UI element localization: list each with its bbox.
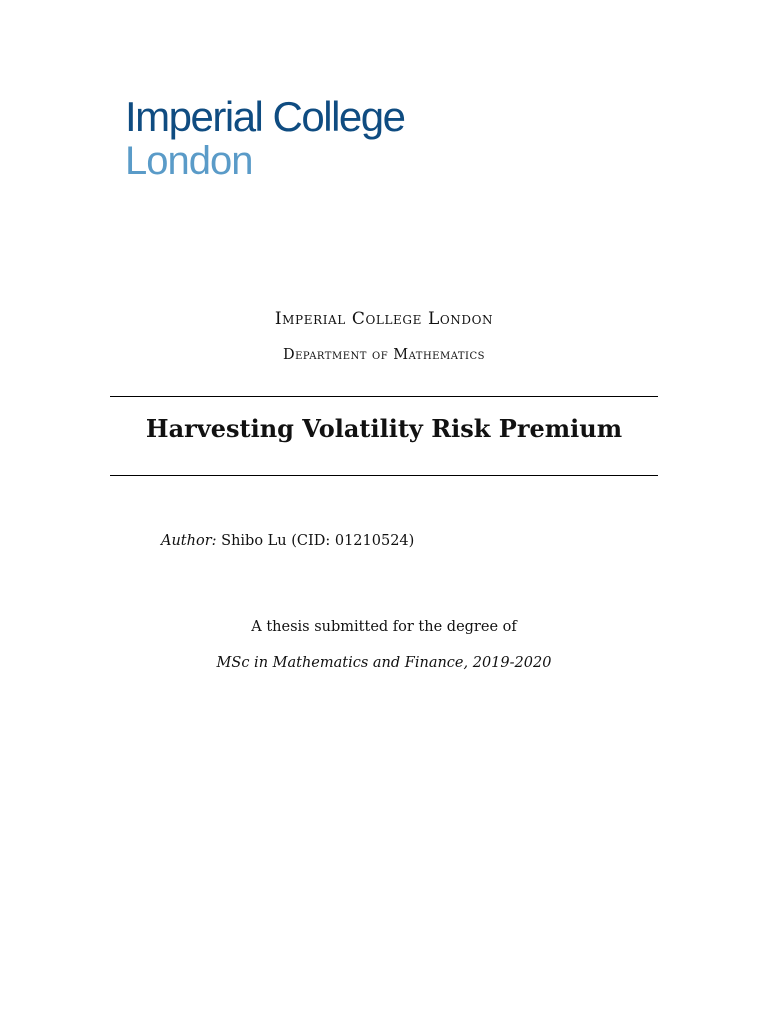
title-rule-bottom xyxy=(110,475,658,476)
title-rule-top xyxy=(110,396,658,397)
submission-statement: A thesis submitted for the degree of xyxy=(251,619,517,635)
author-value: Shibo Lu (CID: 01210524) xyxy=(221,533,415,549)
author-line xyxy=(161,533,414,549)
logo-line-imperial-college: Imperial College xyxy=(125,93,405,140)
author-label: Author: xyxy=(161,533,217,549)
thesis-title: Harvesting Volatility Risk Premium xyxy=(145,414,623,443)
department-name: Department of Mathematics xyxy=(282,347,486,363)
institution-name: Imperial College London xyxy=(274,309,494,329)
degree-name: MSc in Mathematics and Finance, 2019-2020 xyxy=(216,655,552,671)
imperial-college-logo xyxy=(125,93,405,183)
logo-line-london: London xyxy=(125,139,253,183)
